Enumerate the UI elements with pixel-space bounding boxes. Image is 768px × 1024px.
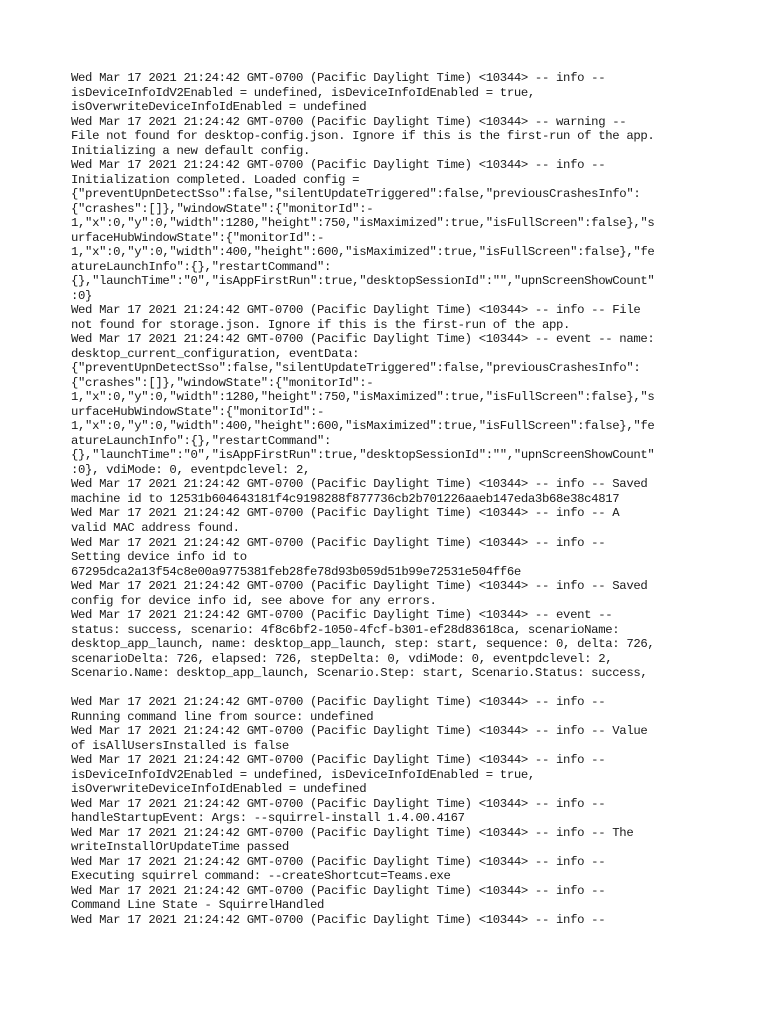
log-text: [71, 71, 711, 927]
log-line: config for device info id, see above for any errors.: [71, 593, 437, 608]
log-line: isOverwriteDeviceInfoIdEnabled = undefined: [71, 100, 367, 115]
log-line: {},"launchTime":"0","isAppFirstRun":true,"desktopSessionId":"","upnScreenShowCount": [71, 448, 655, 463]
log-line: Wed Mar 17 2021 21:24:42 GMT-0700 (Pacific Daylight Time) <10344> -- info --: [71, 883, 606, 898]
log-line: :0}: [71, 288, 93, 303]
log-line: 1,"x":0,"y":0,"width":400,"height":600,"isMaximized":true,"isFullScreen":false},"fe: [71, 419, 655, 434]
log-line: Wed Mar 17 2021 21:24:42 GMT-0700 (Pacific Daylight Time) <10344> -- info --: [71, 854, 606, 869]
log-line: Wed Mar 17 2021 21:24:42 GMT-0700 (Pacific Daylight Time) <10344> -- info -- Saved: [71, 477, 648, 492]
log-line: Wed Mar 17 2021 21:24:42 GMT-0700 (Pacific Daylight Time) <10344> -- info --: [71, 796, 606, 811]
log-line: valid MAC address found.: [71, 520, 240, 535]
log-line: desktop_current_configuration, eventData:: [71, 346, 360, 361]
log-line: {"preventUpnDetectSso":false,"silentUpdateTriggered":false,"previousCrashesInfo":: [71, 361, 641, 376]
log-line: {"preventUpnDetectSso":false,"silentUpdateTriggered":false,"previousCrashesInfo":: [71, 187, 641, 202]
log-line: atureLaunchInfo":{},"restartCommand":: [71, 433, 332, 448]
log-line: scenarioDelta: 726, elapsed: 726, stepDelta: 0, vdiMode: 0, eventpdclevel: 2,: [71, 651, 613, 666]
log-line: 1,"x":0,"y":0,"width":400,"height":600,"isMaximized":true,"isFullScreen":false},"fe: [71, 245, 655, 260]
log-line: isDeviceInfoIdV2Enabled = undefined, isDeviceInfoIdEnabled = true,: [71, 85, 535, 100]
log-line: not found for storage.json. Ignore if this is the first-run of the app.: [71, 317, 571, 332]
log-line: 1,"x":0,"y":0,"width":1280,"height":750,"isMaximized":true,"isFullScreen":false},"s: [71, 390, 655, 405]
log-line: status: success, scenario: 4f8c6bf2-1050-4fcf-b301-ef28d83618ca, scenarioName:: [71, 622, 620, 637]
log-line: Initialization completed. Loaded config =: [71, 172, 360, 187]
log-line: Wed Mar 17 2021 21:24:42 GMT-0700 (Pacific Daylight Time) <10344> -- warning --: [71, 114, 627, 129]
log-line: Wed Mar 17 2021 21:24:42 GMT-0700 (Pacific Daylight Time) <10344> -- info --: [71, 71, 606, 85]
log-line: File not found for desktop-config.json. Ignore if this is the first-run of the app.: [71, 129, 655, 144]
log-line: Scenario.Name: desktop_app_launch, Scenario.Step: start, Scenario.Status: success,: [71, 666, 648, 681]
log-line: 1,"x":0,"y":0,"width":1280,"height":750,"isMaximized":true,"isFullScreen":false},"s: [71, 216, 655, 231]
log-line: {},"launchTime":"0","isAppFirstRun":true,"desktopSessionId":"","upnScreenShowCount": [71, 274, 655, 289]
log-line: Wed Mar 17 2021 21:24:42 GMT-0700 (Pacific Daylight Time) <10344> -- event --: [71, 608, 613, 623]
log-line: isOverwriteDeviceInfoIdEnabled = undefined: [71, 782, 367, 797]
log-line: Setting device info id to: [71, 550, 247, 565]
log-line: of isAllUsersInstalled is false: [71, 738, 289, 753]
log-line: Wed Mar 17 2021 21:24:42 GMT-0700 (Pacific Daylight Time) <10344> -- info -- The: [71, 825, 634, 840]
log-line: Wed Mar 17 2021 21:24:42 GMT-0700 (Pacific Daylight Time) <10344> -- info --: [71, 535, 606, 550]
log-line: Wed Mar 17 2021 21:24:42 GMT-0700 (Pacific Daylight Time) <10344> -- info -- A: [71, 506, 620, 521]
log-line: Initializing a new default config.: [71, 143, 310, 158]
log-line: Command Line State - SquirrelHandled: [71, 898, 325, 913]
log-line: :0}, vdiMode: 0, eventpdclevel: 2,: [71, 462, 310, 477]
log-line: urfaceHubWindowState":{"monitorId":-: [71, 230, 325, 245]
log-line: machine id to 12531b604643181f4c9198288f877736cb2b701226aaeb147eda3b68e38c4817: [71, 491, 620, 506]
log-line: Wed Mar 17 2021 21:24:42 GMT-0700 (Pacific Daylight Time) <10344> -- info --: [71, 158, 606, 173]
log-line: desktop_app_launch, name: desktop_app_launch, step: start, sequence: 0, delta: 726,: [71, 637, 655, 652]
log-line: Running command line from source: undefined: [71, 709, 374, 724]
log-line: atureLaunchInfo":{},"restartCommand":: [71, 259, 332, 274]
log-line: Wed Mar 17 2021 21:24:42 GMT-0700 (Pacific Daylight Time) <10344> -- info -- Value: [71, 724, 648, 739]
log-line: writeInstallOrUpdateTime passed: [71, 840, 289, 855]
log-line: Wed Mar 17 2021 21:24:42 GMT-0700 (Pacific Daylight Time) <10344> -- info --: [71, 695, 606, 710]
log-line: Wed Mar 17 2021 21:24:42 GMT-0700 (Pacific Daylight Time) <10344> -- info --: [71, 912, 606, 927]
log-line: Executing squirrel command: --createShortcut=Teams.exe: [71, 869, 451, 884]
log-line: Wed Mar 17 2021 21:24:42 GMT-0700 (Pacific Daylight Time) <10344> -- info --: [71, 753, 606, 768]
log-line: handleStartupEvent: Args: --squirrel-install 1.4.00.4167: [71, 811, 465, 826]
log-line: Wed Mar 17 2021 21:24:42 GMT-0700 (Pacific Daylight Time) <10344> -- info -- File: [71, 303, 641, 318]
log-line: Wed Mar 17 2021 21:24:42 GMT-0700 (Pacific Daylight Time) <10344> -- info -- Saved: [71, 579, 648, 594]
log-line: {"crashes":[]},"windowState":{"monitorId":-: [71, 375, 374, 390]
log-line: Wed Mar 17 2021 21:24:42 GMT-0700 (Pacific Daylight Time) <10344> -- event -- name:: [71, 332, 655, 347]
log-line: 67295dca2a13f54c8e00a9775381feb28fe78d93b059d51b99e72531e504ff6e: [71, 564, 521, 579]
log-line: urfaceHubWindowState":{"monitorId":-: [71, 404, 325, 419]
log-line: isDeviceInfoIdV2Enabled = undefined, isDeviceInfoIdEnabled = true,: [71, 767, 535, 782]
log-line: {"crashes":[]},"windowState":{"monitorId":-: [71, 201, 374, 216]
log-line: [71, 681, 711, 696]
